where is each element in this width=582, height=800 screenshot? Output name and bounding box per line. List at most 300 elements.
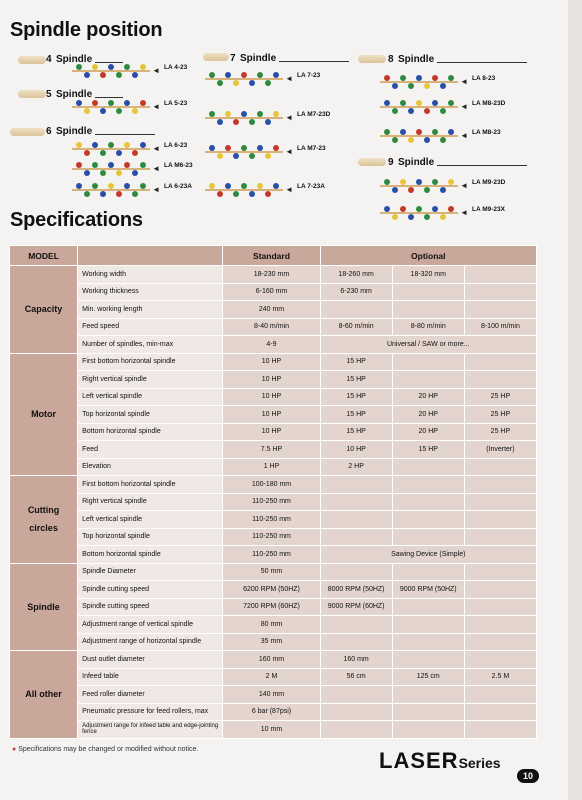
spindle-dot (132, 72, 138, 78)
table-row (10, 353, 537, 371)
optional-value (464, 493, 536, 511)
spindle-dot (233, 119, 239, 125)
optional-value (464, 511, 536, 529)
spindle-dot (400, 100, 406, 106)
table-row (10, 651, 537, 669)
table-row (10, 423, 537, 441)
feature-cell: Top horizontal spindle (78, 528, 223, 546)
spindle-dot (76, 64, 82, 70)
feature-cell: Min. working length (78, 301, 223, 319)
table-row (10, 476, 537, 494)
spindle-dot (108, 64, 114, 70)
spindle-dot (392, 214, 398, 220)
group-label: Capacity (10, 266, 78, 354)
spindle-diagram (205, 70, 293, 88)
spindle-group-7-header (230, 51, 349, 65)
table-row (10, 318, 537, 336)
spindle-dot (132, 108, 138, 114)
spindle-diagram (72, 181, 160, 199)
feed-arrow-icon: ◄ (152, 164, 160, 173)
standard-value: 2 M (223, 668, 320, 686)
spindle-dot (408, 214, 414, 220)
spindle-count: 4 (46, 53, 52, 65)
optional-header: Optional (320, 246, 536, 266)
optional-value (320, 493, 392, 511)
spindle-dot (416, 75, 422, 81)
model-header: MODEL (10, 246, 78, 266)
optional-value: 18-260 mm (320, 266, 392, 284)
spindle-dot (440, 108, 446, 114)
feature-cell: Right vertical spindle (78, 371, 223, 389)
spindle-diagram (72, 98, 160, 116)
spindle-diagram (380, 204, 468, 222)
table-row (10, 493, 537, 511)
spindle-dot (76, 162, 82, 168)
optional-value: 15 HP (320, 353, 392, 371)
group-label: Spindle (10, 563, 78, 651)
table-row (10, 616, 537, 634)
spindle-word: Spindle (56, 88, 93, 100)
optional-value (320, 511, 392, 529)
spindle-diagram (380, 127, 468, 145)
feed-arrow-icon: ◄ (285, 74, 293, 83)
spindle-dot (416, 129, 422, 135)
section-title-specifications: Specifications (10, 209, 143, 231)
optional-value (464, 528, 536, 546)
spindle-dot (241, 111, 247, 117)
optional-value: 15 HP (320, 371, 392, 389)
spindle-dot (140, 142, 146, 148)
specifications-table (9, 245, 537, 739)
feature-cell: Top horizontal spindle (78, 406, 223, 424)
spindle-dot (249, 119, 255, 125)
spindle-dot (265, 80, 271, 86)
table-row (10, 563, 537, 581)
optional-value: 56 cm (320, 668, 392, 686)
spindle-dot (92, 183, 98, 189)
spindle-dot (448, 100, 454, 106)
standard-value: 10 HP (223, 406, 320, 424)
feature-cell: First bottom horizontal spindle (78, 353, 223, 371)
optional-value (320, 616, 392, 634)
optional-value: 20 HP (392, 423, 464, 441)
spindle-dot (124, 142, 130, 148)
feature-header (78, 246, 223, 266)
spindle-dot (249, 191, 255, 197)
spindle-count: 5 (46, 88, 52, 100)
spindle-dot (392, 108, 398, 114)
table-row (10, 371, 537, 389)
spindle-dot (265, 153, 271, 159)
spindle-count: 9 (388, 156, 394, 168)
feature-cell: Spindle Diameter (78, 563, 223, 581)
spindle-dot (432, 75, 438, 81)
optional-value (464, 353, 536, 371)
table-row (10, 388, 537, 406)
feed-arrow-icon: ◄ (460, 181, 468, 190)
feed-arrow-icon: ◄ (285, 113, 293, 122)
spindle-dot (392, 137, 398, 143)
feed-rail (72, 189, 150, 191)
optional-value: 20 HP (392, 388, 464, 406)
spindle-dot (76, 142, 82, 148)
optional-value (392, 633, 464, 651)
spindle-dot (225, 72, 231, 78)
spindle-dot (132, 191, 138, 197)
spindle-dot (408, 137, 414, 143)
spindle-dot (273, 145, 279, 151)
spindle-dot (209, 111, 215, 117)
standard-value: 35 mm (223, 633, 320, 651)
spindle-dot (384, 75, 390, 81)
spindle-dot (432, 100, 438, 106)
spindle-dot (92, 142, 98, 148)
section-title-spindle-position: Spindle position (10, 19, 163, 41)
feature-cell: Elevation (78, 458, 223, 476)
spindle-diagram (205, 109, 293, 127)
spindle-diagram (380, 73, 468, 91)
optional-value: 2 HP (320, 458, 392, 476)
spindle-dot (432, 179, 438, 185)
spindle-dot (217, 80, 223, 86)
optional-value (320, 563, 392, 581)
workpiece-graphic (358, 158, 386, 166)
spindle-dot (84, 108, 90, 114)
spindle-dot (241, 72, 247, 78)
spindle-dot (84, 191, 90, 197)
feature-cell: First bottom horizontal spindle (78, 476, 223, 494)
standard-value: 6200 RPM (50HZ) (223, 581, 320, 599)
feature-cell: Number of spindles, min-max (78, 336, 223, 354)
footnote-text: Specifications may be changed or modified without notice. (18, 746, 199, 753)
feed-rail (205, 117, 283, 119)
optional-value (392, 283, 464, 301)
optional-value (392, 616, 464, 634)
spindle-dot (424, 108, 430, 114)
feed-rail (205, 189, 283, 191)
table-row (10, 581, 537, 599)
spindle-model-label: LA M8-23D (472, 100, 506, 107)
optional-value: 25 HP (464, 388, 536, 406)
optional-value: 9000 RPM (60HZ) (320, 598, 392, 616)
spindle-dot (100, 191, 106, 197)
standard-value: 10 HP (223, 353, 320, 371)
spindle-dot (108, 142, 114, 148)
spindle-dot (400, 75, 406, 81)
table-row (10, 598, 537, 616)
spindle-dot (233, 80, 239, 86)
feed-rail (205, 78, 283, 80)
feed-arrow-icon: ◄ (285, 147, 293, 156)
optional-value (392, 703, 464, 721)
feed-rail (380, 185, 458, 187)
optional-value (320, 703, 392, 721)
optional-value: 160 mm (320, 651, 392, 669)
spindle-dot (116, 150, 122, 156)
optional-value: (Inverter) (464, 441, 536, 459)
spindle-dot (124, 162, 130, 168)
spindle-model-label: LA M9-23X (472, 206, 505, 213)
workpiece-graphic (203, 53, 229, 61)
spindle-dot (225, 111, 231, 117)
standard-header: Standard (223, 246, 320, 266)
spindle-dot (209, 72, 215, 78)
feature-cell: Adjustment range of vertical spindle (78, 616, 223, 634)
optional-value (464, 563, 536, 581)
spindle-dot (100, 108, 106, 114)
spindle-dot (241, 145, 247, 151)
spindle-dot (384, 179, 390, 185)
spindle-dot (273, 183, 279, 189)
spindle-dot (225, 145, 231, 151)
optional-value (464, 686, 536, 704)
optional-value (320, 476, 392, 494)
optional-value (392, 528, 464, 546)
spindle-dot (140, 100, 146, 106)
spindle-model-label: LA M6-23 (164, 162, 193, 169)
spindle-dot (448, 179, 454, 185)
spindle-dot (100, 150, 106, 156)
optional-value: 8-60 m/min (320, 318, 392, 336)
standard-value: 10 HP (223, 423, 320, 441)
logo-series: Series (458, 755, 501, 771)
feature-cell: Left vertical spindle (78, 388, 223, 406)
optional-value: 6-230 mm (320, 283, 392, 301)
optional-value (464, 581, 536, 599)
feature-cell: Adjustment range for infeed table and edge-jointing fence (78, 721, 223, 739)
optional-value (392, 458, 464, 476)
spindle-dot (257, 145, 263, 151)
feed-rail (205, 151, 283, 153)
spindle-dot (424, 214, 430, 220)
optional-value (464, 458, 536, 476)
spindle-dot (132, 170, 138, 176)
spindle-dot (217, 191, 223, 197)
spindle-dot (92, 162, 98, 168)
spindle-dot (265, 191, 271, 197)
spindle-diagram (72, 160, 160, 178)
feature-cell: Spindle cutting speed (78, 598, 223, 616)
spindle-dot (84, 170, 90, 176)
spindle-dot (257, 72, 263, 78)
feature-cell: Adjustment range of horizontal spindle (78, 633, 223, 651)
optional-value-span: Universal / SAW or more... (320, 336, 536, 354)
spindle-model-label: LA 7-23 (297, 72, 321, 79)
feature-cell: Dust outlet diameter (78, 651, 223, 669)
feed-arrow-icon: ◄ (460, 131, 468, 140)
group-label: Cutting circles (10, 476, 78, 564)
feed-rail (72, 168, 150, 170)
spindle-dot (233, 191, 239, 197)
spindle-dot (257, 111, 263, 117)
spindle-dot (432, 129, 438, 135)
spindle-model-label: LA 7-23A (297, 183, 325, 190)
table-row (10, 406, 537, 424)
optional-value: 18-320 mm (392, 266, 464, 284)
optional-value (392, 353, 464, 371)
spindle-dot (84, 150, 90, 156)
optional-value: 8000 RPM (50HZ) (320, 581, 392, 599)
page-edge-strip (568, 0, 582, 800)
table-row (10, 668, 537, 686)
spindle-dot (440, 137, 446, 143)
spindle-dot (400, 206, 406, 212)
spindle-dot (416, 100, 422, 106)
standard-value: 10 mm (223, 721, 320, 739)
feed-rail (380, 81, 458, 83)
spindle-diagram (205, 143, 293, 161)
standard-value: 1 HP (223, 458, 320, 476)
feature-cell: Feed roller diameter (78, 686, 223, 704)
spindle-dot (124, 64, 130, 70)
spindle-word: Spindle (240, 52, 277, 64)
spindle-dot (100, 170, 106, 176)
spindle-model-label: LA 4-23 (164, 64, 188, 71)
feature-cell: Pneumatic pressure for feed rollers, max (78, 703, 223, 721)
spindle-dot (233, 153, 239, 159)
group-label: All other (10, 651, 78, 739)
optional-value-span: Sawing Device (Simple) (320, 546, 536, 564)
table-row (10, 336, 537, 354)
optional-value: 15 HP (320, 406, 392, 424)
spindle-diagram (72, 62, 160, 80)
spindle-dot (440, 83, 446, 89)
bullet-icon: ● (12, 746, 19, 753)
optional-value (392, 493, 464, 511)
group-label: Motor (10, 353, 78, 476)
feed-rail (380, 212, 458, 214)
spindle-dot (108, 100, 114, 106)
standard-value: 6-160 mm (223, 283, 320, 301)
table-row (10, 441, 537, 459)
spindle-dot (140, 64, 146, 70)
feature-cell: Bottom horizontal spindle (78, 423, 223, 441)
optional-value (320, 301, 392, 319)
spindle-dot (416, 206, 422, 212)
optional-value (464, 633, 536, 651)
spindle-dot (400, 129, 406, 135)
spindle-model-label: LA M7-23 (297, 145, 326, 152)
spindle-dot (384, 206, 390, 212)
table-row (10, 686, 537, 704)
feature-cell: Bottom horizontal spindle (78, 546, 223, 564)
optional-value: 15 HP (320, 423, 392, 441)
spindle-dot (92, 100, 98, 106)
optional-value (464, 371, 536, 389)
feed-arrow-icon: ◄ (152, 102, 160, 111)
spindle-dot (424, 187, 430, 193)
feature-cell: Left vertical spindle (78, 511, 223, 529)
optional-value: 8-100 m/min (464, 318, 536, 336)
optional-value (464, 721, 536, 739)
spindle-dot (273, 111, 279, 117)
spindle-dot (116, 72, 122, 78)
table-row (10, 511, 537, 529)
spindle-dot (225, 183, 231, 189)
spindle-dot (249, 80, 255, 86)
feature-cell: Working width (78, 266, 223, 284)
optional-value: 15 HP (320, 388, 392, 406)
optional-value: 2.5 M (464, 668, 536, 686)
table-row (10, 721, 537, 739)
optional-value: 25 HP (464, 423, 536, 441)
spindle-model-label: LA M8-23 (472, 129, 501, 136)
spindle-diagram (72, 140, 160, 158)
feed-rail (380, 106, 458, 108)
optional-value (320, 528, 392, 546)
table-row (10, 703, 537, 721)
spindle-word: Spindle (398, 53, 435, 65)
standard-value: 140 mm (223, 686, 320, 704)
optional-value (464, 703, 536, 721)
optional-value: 9000 RPM (50HZ) (392, 581, 464, 599)
page-number: 10 (517, 769, 539, 783)
spindle-dot (241, 183, 247, 189)
spindle-model-label: LA 6-23A (164, 183, 192, 190)
table-row (10, 528, 537, 546)
optional-value (464, 266, 536, 284)
spindle-word: Spindle (56, 125, 93, 137)
workpiece-graphic (358, 55, 386, 63)
workpiece-graphic (18, 56, 46, 64)
standard-value: 110-250 mm (223, 546, 320, 564)
spindle-dot (384, 100, 390, 106)
spindle-dot (76, 100, 82, 106)
feature-cell: Infeed table (78, 668, 223, 686)
standard-value: 160 mm (223, 651, 320, 669)
spindle-dot (116, 170, 122, 176)
optional-value (464, 651, 536, 669)
spindle-dot (392, 83, 398, 89)
spindle-word: Spindle (56, 53, 93, 65)
spindle-dot (440, 187, 446, 193)
optional-value (392, 371, 464, 389)
optional-value (392, 476, 464, 494)
standard-value: 10 HP (223, 371, 320, 389)
spindle-group-6-header (46, 124, 155, 138)
spindle-model-label: LA 8-23 (472, 75, 496, 82)
optional-value: 15 HP (392, 441, 464, 459)
spindle-dot (217, 119, 223, 125)
spindle-count: 6 (46, 125, 52, 137)
feature-cell: Working thickness (78, 283, 223, 301)
spindle-group-8-header (388, 52, 527, 66)
table-header-row (10, 246, 537, 266)
feature-cell: Right vertical spindle (78, 493, 223, 511)
spindle-dot (392, 187, 398, 193)
spindle-model-label: LA 5-23 (164, 100, 188, 107)
spindle-diagram (205, 181, 293, 199)
spindle-group-9-header (388, 155, 527, 169)
table-row (10, 633, 537, 651)
spindle-dot (84, 72, 90, 78)
optional-value: 8-80 m/min (392, 318, 464, 336)
spindle-dot (265, 119, 271, 125)
feed-arrow-icon: ◄ (460, 102, 468, 111)
spindle-dot (408, 83, 414, 89)
spindle-dot (384, 129, 390, 135)
feed-rail (380, 135, 458, 137)
workpiece-graphic (18, 90, 46, 98)
table-row (10, 458, 537, 476)
spindle-dot (416, 179, 422, 185)
spindle-dot (76, 183, 82, 189)
optional-value (464, 301, 536, 319)
feed-arrow-icon: ◄ (152, 185, 160, 194)
optional-value: 125 cm (392, 668, 464, 686)
standard-value: 110-250 mm (223, 493, 320, 511)
standard-value: 240 mm (223, 301, 320, 319)
